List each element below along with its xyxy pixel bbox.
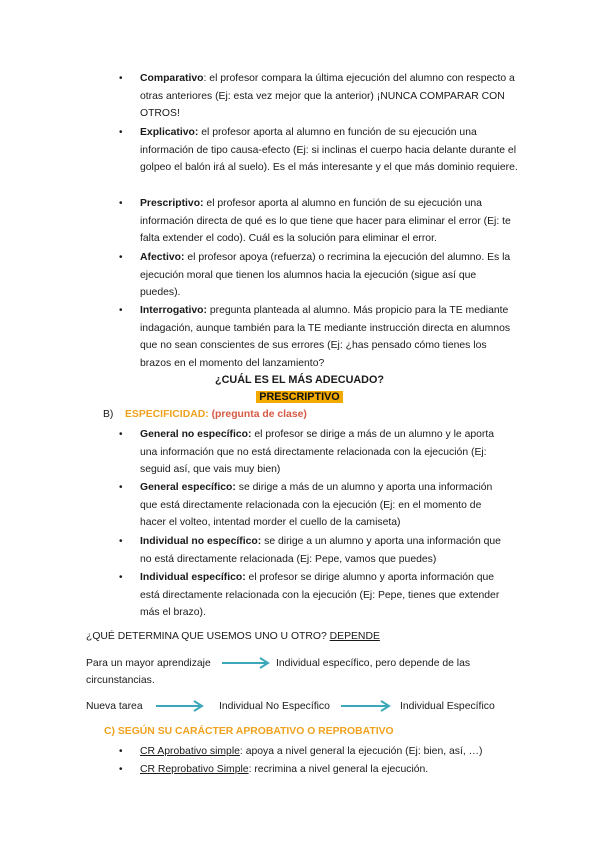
list-item [140,70,518,123]
list-item [140,479,506,532]
section-c-title: C) SEGÚN SU CARÁCTER APROBATIVO O REPROBATIVO [104,726,394,737]
item-term: CR Aprobativo simple [140,746,240,757]
question-heading: ¿CUÁL ES EL MÁS ADECUADO? [215,374,384,386]
determina-text: ¿QUÉ DETERMINA QUE USEMOS UNO U OTRO? [86,631,330,642]
item-term: Comparativo [140,73,204,84]
item-term: Individual no específico: [140,536,262,547]
item-text: el profesor se dirige a más de un alumno y le aporta una información que no está directamente relacionada con la ejecución (Ej: seguid así, que vais muy bien) [140,429,495,476]
bullet-icon: • [119,73,123,84]
bullet-icon: • [119,252,123,263]
list-item [140,302,518,372]
item-term: Explicativo: [140,127,199,138]
list-item [140,249,518,302]
section-b-heading [103,407,307,423]
item-text: se dirige a un alumno y aporta una información que no está directamente relacionada (Ej: Pepe, vamos que puedes) [140,536,501,565]
item-text: el profesor aporta al alumno en función de su ejecución una información de tipo causa-efecto (Ej: si inclinas el cuerpo hacia delante durante el golpeo el balón irá al suelo). Es el más interesante y el que más dominio requiere. [140,127,518,174]
bullet-icon: • [119,198,123,209]
aprendizaje-cont: circunstancias. [86,675,155,686]
list-item [140,124,518,177]
item-term: Afectivo: [140,252,185,263]
determina-line [86,629,380,645]
item-text: : recrimina a nivel general la ejecución. [248,764,429,775]
item-term: Interrogativo: [140,305,207,316]
tarea-c: Individual Específico [400,701,495,712]
section-b-title: ESPECIFICIDAD: [124,409,209,420]
item-text: el profesor se dirige alumno y aporta información que está directamente relacionada con la ejecución (Ej: Pepe, tienes que extender más el brazo). [140,572,500,619]
bullet-icon: • [119,536,123,547]
depende-text: DEPENDE [329,631,380,642]
item-text: pregunta planteada al alumno. Más propicio para la TE mediante indagación, aunque también para la TE mediante instrucción directa en alumnos que no sean conscientes de sus errores (Ej: ¿has pensado cómo tienes los brazos en el momento del lanzamiento? [140,305,511,369]
item-term: CR Reprobativo Simple [140,764,249,775]
arrow-icon [222,656,274,670]
bullet-icon: • [119,746,123,757]
item-term: General no específico: [140,429,252,440]
section-b-letter: B) [103,409,114,420]
section-b-note: (pregunta de clase) [211,409,307,420]
item-term: Prescriptivo: [140,198,204,209]
list-item [140,569,506,622]
list-item [140,195,518,248]
tarea-a: Nueva tarea [86,701,143,712]
answer-highlight: PRESCRIPTIVO [256,391,342,403]
bullet-icon: • [119,764,123,775]
bullet-icon: • [119,127,123,138]
arrow-icon [341,699,395,713]
item-text: el profesor aporta al alumno en función de su ejecución una información directa de qué es lo que tiene que hacer para eliminar el error (Ej: te falta extender el codo). Cuál es la solución para eliminar el error. [140,198,511,245]
bullet-icon: • [119,572,123,583]
bullet-icon: • [119,429,123,440]
aprendizaje-left: Para un mayor aprendizaje [86,658,211,669]
item-text: se dirige a más de un alumno y aporta una información que está directamente relacionada con la ejecución (Ej: en el momento de hacer el volteo, intentad morder el cuello de la camiseta) [140,482,493,529]
item-text: el profesor apoya (refuerza) o recrimina la ejecución del alumno. Es la ejecución moral que tienen los alumnos hacia la ejecución (sigue así que puedes). [140,252,511,299]
answer-heading [0,391,599,403]
item-text: : apoya a nivel general la ejecución (Ej: bien, así, …) [239,746,483,757]
bullet-icon: • [119,305,123,316]
tarea-b: Individual No Específico [219,701,330,712]
bullet-icon: • [119,482,123,493]
list-item [140,743,520,761]
item-term: Individual específico: [140,572,246,583]
list-item [140,761,520,779]
list-item [140,533,506,568]
item-term: General específico: [140,482,236,493]
item-text: : el profesor compara la última ejecución del alumno con respecto a otras anteriores (Ej: esta vez mejor que la anterior) ¡NUNCA COMPARAR CON OTROS! [140,73,515,120]
arrow-icon [156,699,208,713]
list-item [140,426,506,479]
aprendizaje-right: Individual específico, pero depende de las [276,658,471,669]
